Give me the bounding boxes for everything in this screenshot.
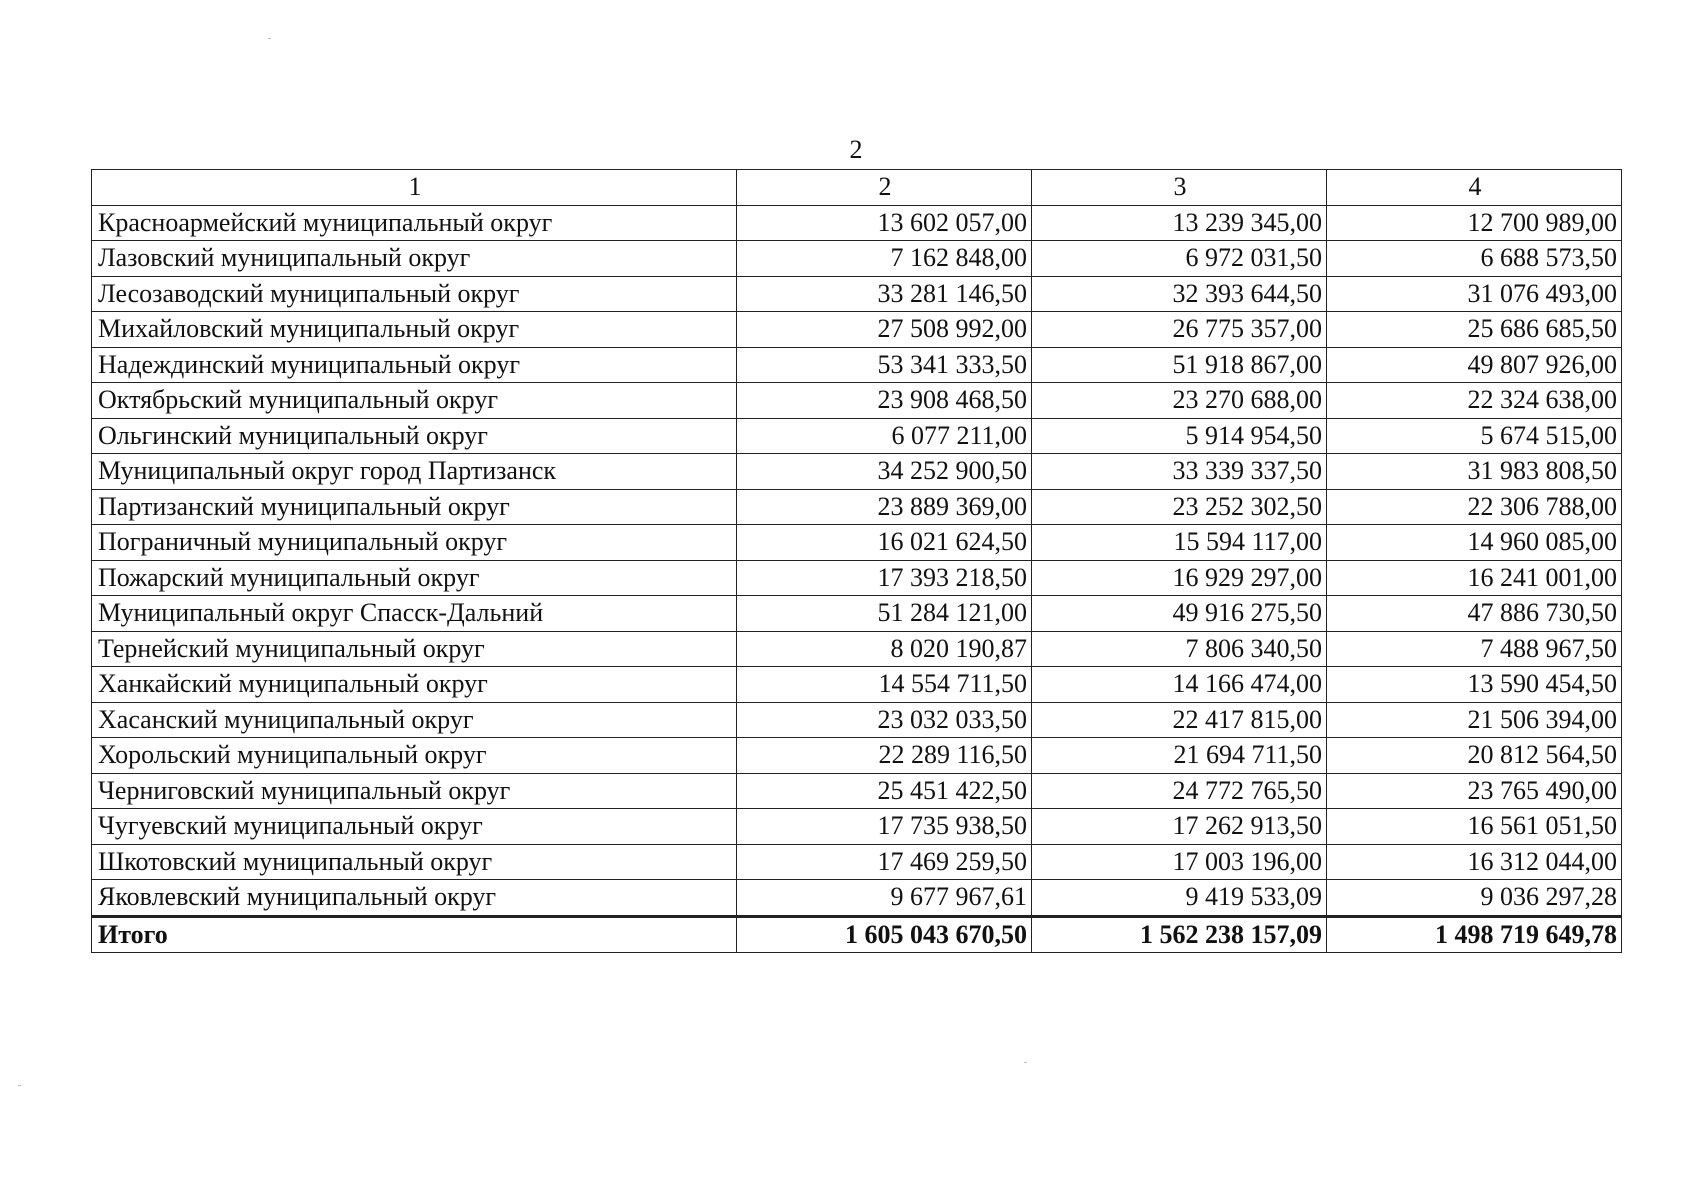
municipality-name: Муниципальный округ город Партизанск: [92, 454, 737, 490]
table-row: [92, 383, 1622, 419]
value-cell: 6 077 211,00: [737, 418, 1032, 454]
municipality-name: Красноармейский муниципальный округ: [92, 205, 737, 241]
municipality-name: Лесозаводский муниципальный округ: [92, 276, 737, 312]
municipality-name: Тернейский муниципальный округ: [92, 631, 737, 667]
value-cell: 16 021 624,50: [737, 525, 1032, 561]
municipality-name: Ханкайский муниципальный округ: [92, 667, 737, 703]
value-cell: 15 594 117,00: [1032, 525, 1327, 561]
table-row: [92, 560, 1622, 596]
value-cell: 53 341 333,50: [737, 347, 1032, 383]
total-label: Итого: [92, 916, 737, 953]
value-cell: 16 241 001,00: [1327, 560, 1622, 596]
municipality-name: Чугуевский муниципальный округ: [92, 809, 737, 845]
value-cell: 6 688 573,50: [1327, 241, 1622, 277]
table-row: [92, 241, 1622, 277]
value-cell: 13 590 454,50: [1327, 667, 1622, 703]
total-value: 1 605 043 670,50: [737, 916, 1032, 953]
column-number-row: [92, 170, 1622, 206]
value-cell: 9 419 533,09: [1032, 880, 1327, 917]
table-row: [92, 276, 1622, 312]
value-cell: 22 306 788,00: [1327, 489, 1622, 525]
column-header: 2: [737, 170, 1032, 206]
value-cell: 31 076 493,00: [1327, 276, 1622, 312]
value-cell: 24 772 765,50: [1032, 773, 1327, 809]
table-body: [92, 205, 1622, 916]
value-cell: 17 262 913,50: [1032, 809, 1327, 845]
column-header: 1: [92, 170, 737, 206]
value-cell: 23 032 033,50: [737, 702, 1032, 738]
scan-speck: [268, 38, 271, 39]
value-cell: 14 166 474,00: [1032, 667, 1327, 703]
value-cell: 5 674 515,00: [1327, 418, 1622, 454]
table-row: [92, 702, 1622, 738]
value-cell: 5 914 954,50: [1032, 418, 1327, 454]
table-row: [92, 880, 1622, 917]
table-row: [92, 525, 1622, 561]
value-cell: 23 765 490,00: [1327, 773, 1622, 809]
value-cell: 7 488 967,50: [1327, 631, 1622, 667]
municipality-name: Муниципальный округ Спасск-Дальний: [92, 596, 737, 632]
municipality-name: Лазовский муниципальный округ: [92, 241, 737, 277]
value-cell: 47 886 730,50: [1327, 596, 1622, 632]
municipality-name: Партизанский муниципальный округ: [92, 489, 737, 525]
table-row: [92, 809, 1622, 845]
table-row: [92, 205, 1622, 241]
value-cell: 13 602 057,00: [737, 205, 1032, 241]
value-cell: 17 003 196,00: [1032, 844, 1327, 880]
value-cell: 17 469 259,50: [737, 844, 1032, 880]
value-cell: 31 983 808,50: [1327, 454, 1622, 490]
value-cell: 22 289 116,50: [737, 738, 1032, 774]
municipality-name: Хасанский муниципальный округ: [92, 702, 737, 738]
value-cell: 32 393 644,50: [1032, 276, 1327, 312]
total-row: [92, 916, 1622, 953]
value-cell: 34 252 900,50: [737, 454, 1032, 490]
table-row: [92, 631, 1622, 667]
value-cell: 33 281 146,50: [737, 276, 1032, 312]
table-row: [92, 773, 1622, 809]
table-row: [92, 738, 1622, 774]
column-header: 3: [1032, 170, 1327, 206]
total-value: 1 498 719 649,78: [1327, 916, 1622, 953]
value-cell: 9 036 297,28: [1327, 880, 1622, 917]
table-row: [92, 312, 1622, 348]
table-row: [92, 418, 1622, 454]
value-cell: 51 918 867,00: [1032, 347, 1327, 383]
page-number: [0, 134, 1692, 166]
table-row: [92, 454, 1622, 490]
table-row: [92, 489, 1622, 525]
municipality-name: Черниговский муниципальный округ: [92, 773, 737, 809]
value-cell: 21 694 711,50: [1032, 738, 1327, 774]
value-cell: 21 506 394,00: [1327, 702, 1622, 738]
municipality-name: Пограничный муниципальный округ: [92, 525, 737, 561]
value-cell: 49 807 926,00: [1327, 347, 1622, 383]
value-cell: 17 393 218,50: [737, 560, 1032, 596]
value-cell: 7 162 848,00: [737, 241, 1032, 277]
value-cell: 23 889 369,00: [737, 489, 1032, 525]
scan-speck: [1024, 1062, 1027, 1063]
municipality-name: Октябрьский муниципальный округ: [92, 383, 737, 419]
value-cell: 14 554 711,50: [737, 667, 1032, 703]
value-cell: 17 735 938,50: [737, 809, 1032, 845]
value-cell: 33 339 337,50: [1032, 454, 1327, 490]
value-cell: 51 284 121,00: [737, 596, 1032, 632]
municipality-name: Надеждинский муниципальный округ: [92, 347, 737, 383]
value-cell: 23 270 688,00: [1032, 383, 1327, 419]
value-cell: 13 239 345,00: [1032, 205, 1327, 241]
value-cell: 22 417 815,00: [1032, 702, 1327, 738]
value-cell: 23 252 302,50: [1032, 489, 1327, 525]
value-cell: 16 312 044,00: [1327, 844, 1622, 880]
value-cell: 6 972 031,50: [1032, 241, 1327, 277]
value-cell: 20 812 564,50: [1327, 738, 1622, 774]
table-row: [92, 844, 1622, 880]
value-cell: 14 960 085,00: [1327, 525, 1622, 561]
municipality-name: Михайловский муниципальный округ: [92, 312, 737, 348]
value-cell: 7 806 340,50: [1032, 631, 1327, 667]
table-row: [92, 347, 1622, 383]
municipality-name: Хорольский муниципальный округ: [92, 738, 737, 774]
scan-speck: [18, 1085, 21, 1086]
value-cell: 27 508 992,00: [737, 312, 1032, 348]
value-cell: 16 561 051,50: [1327, 809, 1622, 845]
value-cell: 8 020 190,87: [737, 631, 1032, 667]
value-cell: 25 451 422,50: [737, 773, 1032, 809]
value-cell: 26 775 357,00: [1032, 312, 1327, 348]
value-cell: 23 908 468,50: [737, 383, 1032, 419]
municipality-name: Пожарский муниципальный округ: [92, 560, 737, 596]
value-cell: 12 700 989,00: [1327, 205, 1622, 241]
table-row: [92, 667, 1622, 703]
value-cell: 9 677 967,61: [737, 880, 1032, 917]
municipality-name: Яковлевский муниципальный округ: [92, 880, 737, 917]
column-header: 4: [1327, 170, 1622, 206]
value-cell: 22 324 638,00: [1327, 383, 1622, 419]
value-cell: 49 916 275,50: [1032, 596, 1327, 632]
budget-table: [91, 169, 1622, 953]
total-value: 1 562 238 157,09: [1032, 916, 1327, 953]
municipality-name: Шкотовский муниципальный округ: [92, 844, 737, 880]
value-cell: 25 686 685,50: [1327, 312, 1622, 348]
municipality-name: Ольгинский муниципальный округ: [92, 418, 737, 454]
page-number-text: 2: [849, 135, 863, 164]
table-row: [92, 596, 1622, 632]
value-cell: 16 929 297,00: [1032, 560, 1327, 596]
